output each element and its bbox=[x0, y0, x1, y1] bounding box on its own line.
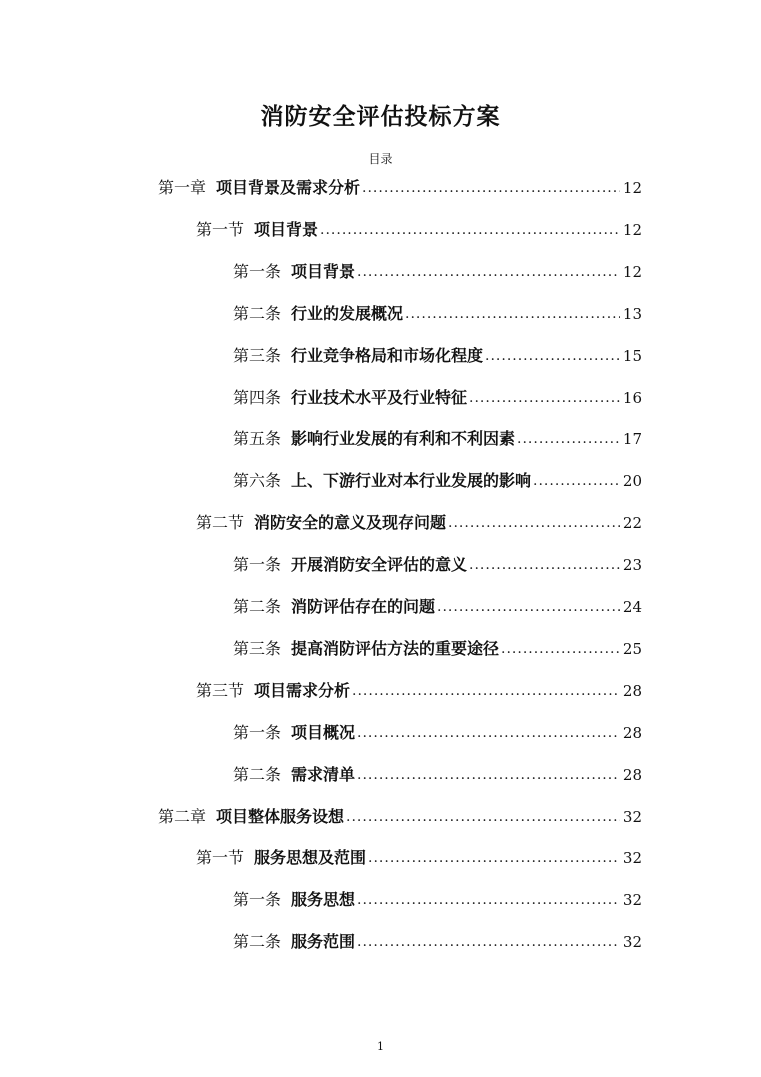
toc-entry-number: 第二条 bbox=[233, 764, 282, 784]
toc-entry-page: 16 bbox=[622, 388, 642, 407]
toc-entry-page: 15 bbox=[622, 346, 642, 365]
toc-dot-leader bbox=[501, 639, 620, 659]
toc-dot-leader bbox=[469, 555, 620, 575]
toc-entry[interactable] bbox=[233, 545, 642, 575]
toc-entry-page: 25 bbox=[622, 639, 642, 658]
toc-entry[interactable] bbox=[233, 755, 642, 785]
toc-entry-number: 第三条 bbox=[233, 638, 282, 658]
toc-entry-number: 第二节 bbox=[196, 513, 245, 533]
toc-entry-label: 提高消防评估方法的重要途径 bbox=[291, 638, 500, 658]
toc-dot-leader bbox=[405, 304, 620, 324]
toc-dot-leader bbox=[357, 932, 620, 952]
toc-entry-number: 第一条 bbox=[233, 890, 282, 910]
toc-dot-leader bbox=[357, 890, 620, 910]
toc-entry-number: 第三节 bbox=[196, 680, 245, 700]
toc-entry-page: 32 bbox=[622, 933, 642, 952]
toc-entry-number: 第三条 bbox=[233, 345, 282, 365]
toc-entry-page: 13 bbox=[622, 304, 642, 323]
toc-entry[interactable] bbox=[158, 168, 642, 198]
toc-entry-label: 项目需求分析 bbox=[254, 680, 351, 700]
toc-entry-number: 第六条 bbox=[233, 471, 282, 491]
toc-dot-leader bbox=[533, 471, 620, 491]
toc-entry[interactable] bbox=[233, 294, 642, 324]
toc-entry-page: 17 bbox=[622, 430, 642, 449]
toc-entry[interactable] bbox=[233, 629, 642, 659]
toc-dot-leader bbox=[352, 681, 620, 701]
toc-dot-leader bbox=[362, 178, 620, 198]
toc-entry-label: 项目背景 bbox=[254, 219, 319, 239]
toc-entry-number: 第二条 bbox=[233, 303, 282, 323]
toc-entry-page: 12 bbox=[622, 179, 642, 197]
toc-entry[interactable] bbox=[196, 210, 642, 240]
toc-entry[interactable] bbox=[233, 419, 642, 449]
toc-dot-leader bbox=[357, 723, 620, 743]
toc-entry-label: 需求清单 bbox=[291, 764, 356, 784]
toc-entry-label: 项目整体服务设想 bbox=[216, 806, 345, 826]
toc-entry-number: 第五条 bbox=[233, 429, 282, 449]
toc-entry-page: 12 bbox=[622, 220, 642, 239]
toc-entry-page: 28 bbox=[622, 765, 642, 784]
document-title: 消防安全评估投标方案 bbox=[260, 103, 501, 130]
toc-entry-label: 开展消防安全评估的意义 bbox=[291, 555, 468, 575]
toc-entry-label: 服务范围 bbox=[291, 932, 356, 952]
toc-entry-number: 第二条 bbox=[233, 932, 282, 952]
toc-entry-label: 消防安全的意义及现存问题 bbox=[254, 513, 447, 533]
toc-entry-label: 服务思想及范围 bbox=[254, 848, 367, 868]
toc-entry-number: 第一节 bbox=[196, 219, 245, 239]
toc-dot-leader bbox=[357, 765, 620, 785]
toc-entry-label: 行业竞争格局和市场化程度 bbox=[291, 345, 484, 365]
toc-entry-page: 32 bbox=[622, 807, 642, 826]
page-number: 1 bbox=[377, 1040, 384, 1053]
toc-entry[interactable] bbox=[233, 461, 642, 491]
toc-entry-number: 第四条 bbox=[233, 387, 282, 407]
toc-dot-leader bbox=[517, 429, 620, 449]
toc-entry-label: 行业技术水平及行业特征 bbox=[291, 387, 468, 407]
toc-entry[interactable] bbox=[196, 671, 642, 701]
toc-entry-label: 影响行业发展的有利和不利因素 bbox=[291, 429, 516, 449]
toc-entry-label: 项目背景及需求分析 bbox=[216, 178, 361, 197]
toc-entry-page: 24 bbox=[622, 598, 642, 616]
toc-entry-page: 28 bbox=[622, 723, 642, 742]
toc-entry-number: 第一章 bbox=[158, 178, 207, 197]
toc-entry-page: 22 bbox=[622, 514, 642, 533]
toc-entry-page: 32 bbox=[622, 891, 642, 910]
toc-entry[interactable] bbox=[233, 336, 642, 366]
toc-entry-label: 项目背景 bbox=[291, 261, 356, 281]
toc-entry-page: 20 bbox=[622, 472, 642, 491]
toc-entry[interactable] bbox=[233, 587, 642, 617]
toc-entry[interactable] bbox=[233, 713, 642, 743]
toc-entry-number: 第一条 bbox=[233, 555, 282, 575]
toc-entry[interactable] bbox=[233, 252, 642, 282]
toc-entry[interactable] bbox=[196, 503, 642, 533]
toc-entry-number: 第二章 bbox=[158, 806, 207, 826]
toc-entry-label: 项目概况 bbox=[291, 722, 356, 742]
toc-dot-leader bbox=[357, 262, 620, 282]
toc-entry-page: 32 bbox=[622, 849, 642, 868]
toc-dot-leader bbox=[346, 807, 620, 827]
toc-entry-label: 行业的发展概况 bbox=[291, 303, 404, 323]
toc-entry[interactable] bbox=[233, 880, 642, 910]
toc-heading: 目录 bbox=[368, 152, 393, 166]
toc-entry[interactable] bbox=[196, 838, 642, 868]
toc-dot-leader bbox=[320, 220, 620, 240]
toc-entry-page: 28 bbox=[622, 681, 642, 700]
toc-entry[interactable] bbox=[158, 797, 642, 827]
toc-entry-number: 第一条 bbox=[233, 261, 282, 281]
toc-entry-label: 上、下游行业对本行业发展的影响 bbox=[291, 471, 532, 491]
toc-entry-number: 第二条 bbox=[233, 597, 282, 616]
toc-dot-leader bbox=[368, 848, 620, 868]
toc-dot-leader bbox=[437, 597, 620, 617]
toc-entry[interactable] bbox=[233, 378, 642, 408]
toc-dot-leader bbox=[485, 346, 620, 366]
toc-entry[interactable] bbox=[233, 922, 642, 952]
toc-dot-leader bbox=[448, 513, 620, 533]
toc-entry-label: 服务思想 bbox=[291, 890, 356, 910]
toc-entry-page: 12 bbox=[622, 262, 642, 281]
toc-entry-number: 第一节 bbox=[196, 848, 245, 868]
toc-entry-number: 第一条 bbox=[233, 722, 282, 742]
toc-dot-leader bbox=[469, 388, 620, 408]
toc-entry-page: 23 bbox=[622, 556, 642, 575]
toc-entry-label: 消防评估存在的问题 bbox=[291, 597, 436, 616]
